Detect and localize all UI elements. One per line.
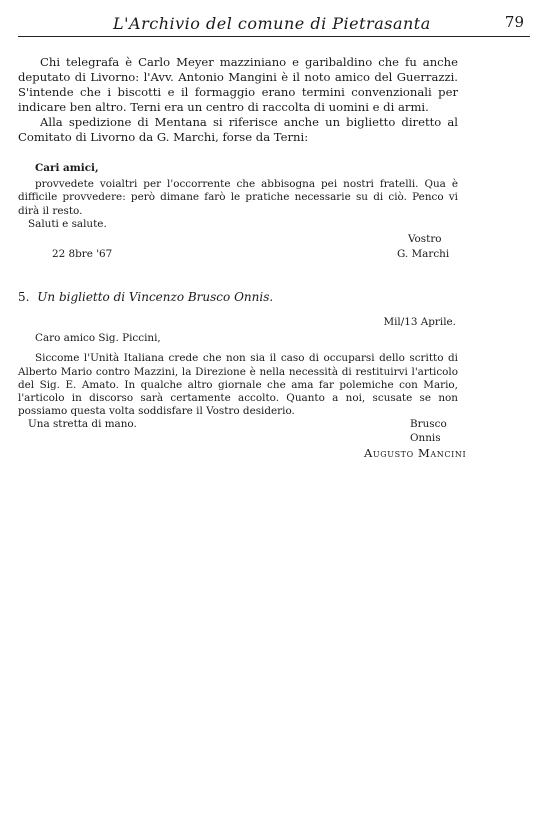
letter-brusco-onnis (18, 316, 458, 444)
letter-signature: Brusco Onnis (410, 418, 447, 444)
letter-greeting: Una stretta di mano. (28, 418, 137, 431)
running-title: L'Archivio del comune di Pietrasanta (113, 14, 431, 33)
section-heading (18, 290, 273, 304)
intro-paragraph: Chi telegrafa è Carlo Meyer mazziniano e garibaldino che fu anche deputato di Livorno: l'Avv. Antonio Mangini è il noto amico del Guerrazzi. S'intende che i biscotti e il formaggio erano termini convenzionali per indicare ben altro. Terni era un centro di raccolta di uomini e di armi. (18, 55, 458, 114)
page-number: 79 (504, 13, 524, 31)
letter-marchi (18, 162, 458, 273)
section-number: 5. (18, 290, 30, 304)
section-title: Un biglietto di Vincenzo Brusco Onnis. (37, 290, 274, 304)
letter-closing: Saluti e salute. (28, 217, 107, 230)
letter-signature-block (18, 231, 458, 273)
letter-signature: G. Marchi (397, 248, 450, 261)
intro-text (18, 55, 458, 145)
article-author: Augusto Mancini (364, 446, 467, 460)
letter-body: Siccome l'Unità Italiana crede che non sia il caso di occuparsi dello scritto di Alberto Mario contro Mazzini, la Direzione è nella necessità di restituirvi l'articolo del Sig. E. Amato. In qualche altro giornale che ama far polemiche con Mario, l'articolo in discorso sarà certamente accolto. Quanto a noi, scusate se non possiamo questa volta soddisfare il Vostro desiderio. (18, 352, 458, 418)
letter-final-row (18, 418, 458, 444)
running-header (18, 12, 530, 37)
letter-sign-off: Vostro (408, 233, 442, 246)
letter-salutation: Caro amico Sig. Piccini, (35, 332, 161, 345)
letter-place-date: Mil/13 Aprile. (383, 316, 456, 328)
intro-paragraph: Alla spedizione di Mentana si riferisce anche un biglietto diretto al Comitato di Livorno da G. Marchi, forse da Terni: (18, 115, 458, 144)
letter-salutation: Cari amici, (35, 162, 99, 174)
letter-date: 22 8bre '67 (52, 248, 113, 261)
letter-body: provvedete voialtri per l'occorrente che abbisogna pei nostri fratelli. Qua è difficile provvedere: però dimane farò le pratiche necessarie su di ciò. Penco vi dirà il resto. (18, 178, 458, 217)
